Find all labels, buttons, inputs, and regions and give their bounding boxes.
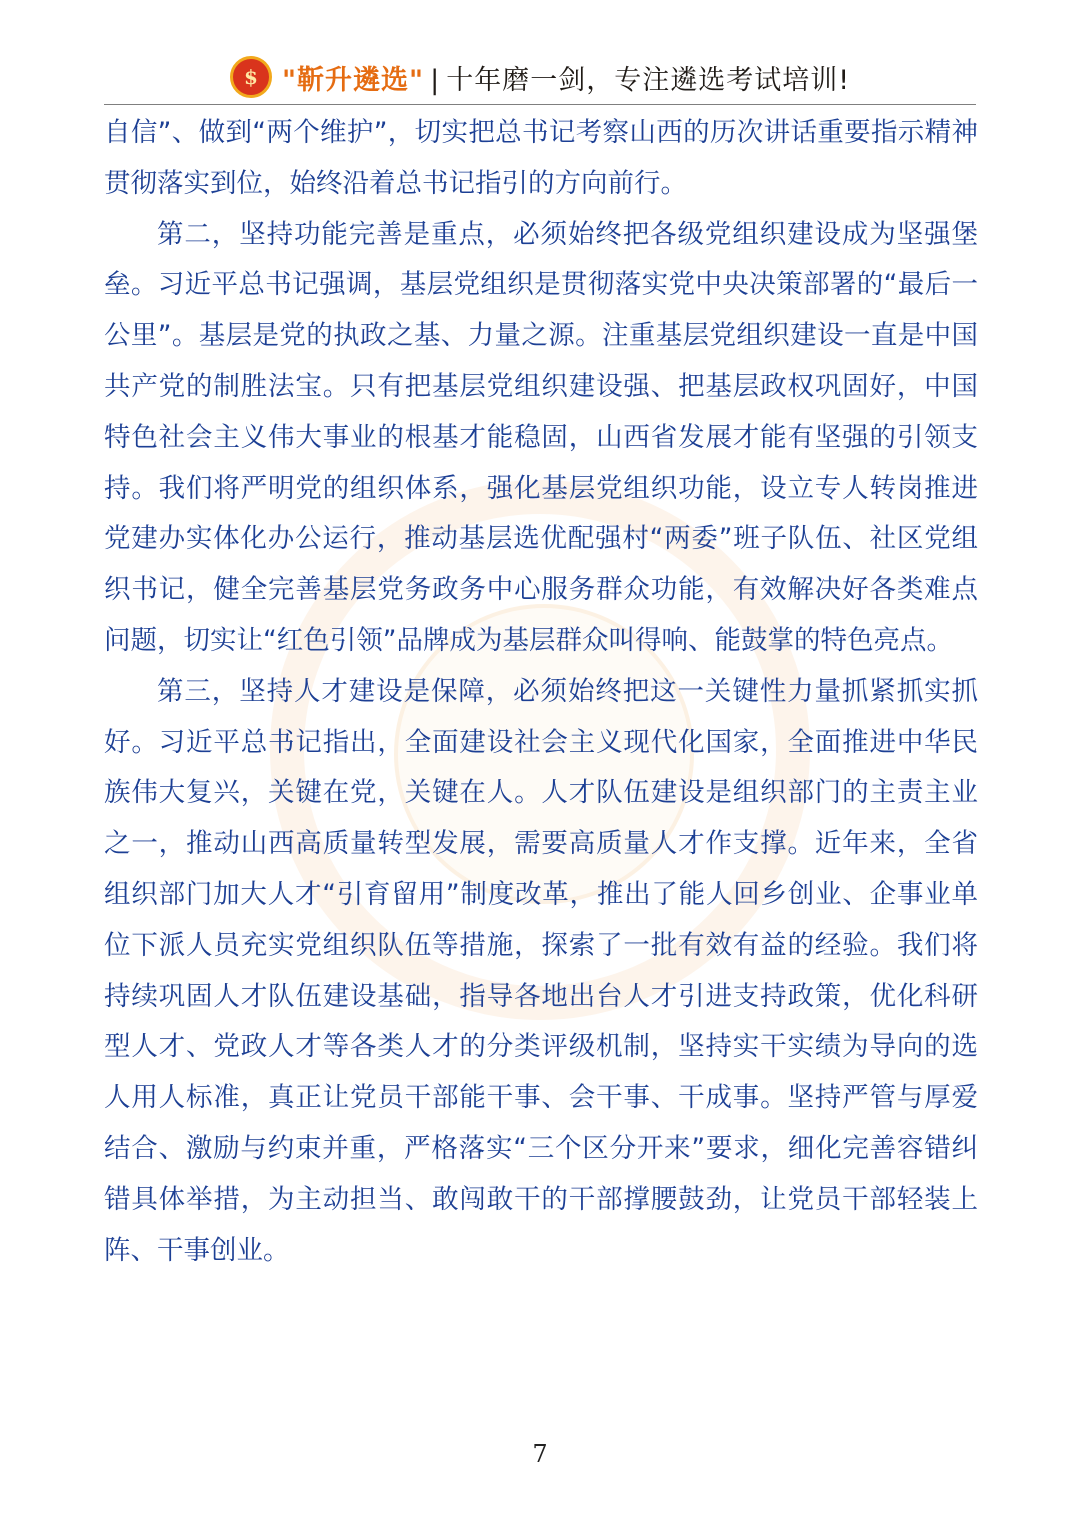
paragraph-continuation: 自信”、做到“两个维护”，切实把总书记考察山西的历次讲话重要指示精神贯彻落实到位，始终沿着总书记指引的方向前行。	[104, 117, 978, 199]
paragraph-second-point: 第二，坚持功能完善是重点，必须始终把各级党组织建设成为坚强堡垒。习近平总书记强调，基层党组织是贯彻落实党中央决策部署的“最后一公里”。基层是党的执政之基、力量之源。注重基层党组织建设一直是中国共产党的制胜法宝。只有把基层党组织建设强、把基层政权巩固好，中国特色社会主义伟大事业的根基才能稳固，山西省发展才能有坚强的引领支持。我们将严明党的组织体系，强化基层党组织功能，设立专人转岗推进党建办实体化办公运行，推动基层选优配强村“两委”班子队伍、社区党组织书记，健全完善基层党务政务中心服务群众功能，有效解决好各类难点问题，切实让“红色引领”品牌成为基层群众叫得响、能鼓掌的特色亮点。	[104, 218, 978, 656]
brand-logo-icon	[230, 56, 272, 98]
page-number: 7	[532, 1440, 548, 1468]
header-separator: |	[430, 64, 441, 96]
document-body	[104, 108, 978, 1276]
brand-logo-glyph: $	[243, 65, 258, 89]
header-title	[282, 58, 850, 97]
header-slogan: 十年磨一剑，专注遴选考试培训!	[446, 64, 851, 96]
page-header	[104, 50, 976, 105]
header-brand: "靳升遴选"	[281, 64, 425, 96]
paragraph-third-point: 第三，坚持人才建设是保障，必须始终把这一关键性力量抓紧抓实抓好。习近平总书记指出，全面建设社会主义现代化国家，全面推进中华民族伟大复兴，关键在党，关键在人。人才队伍建设是组织部门的主责主业之一，推动山西高质量转型发展，需要高质量人才作支撑。近年来，全省组织部门加大人才“引育留用”制度改革，推出了能人回乡创业、企事业单位下派人员充实党组织队伍等措施，探索了一批有效有益的经验。我们将持续巩固人才队伍建设基础，指导各地出台人才引进支持政策，优化科研型人才、党政人才等各类人才的分类评级机制，坚持实干实绩为导向的选人用人标准，真正让党员干部能干事、会干事、干成事。坚持严管与厚爱结合、激励与约束并重，严格落实“三个区分开来”要求，细化完善容错纠错具体举措，为主动担当、敢闯敢干的干部撑腰鼓劲，让党员干部轻装上阵、干事创业。	[104, 675, 978, 1266]
